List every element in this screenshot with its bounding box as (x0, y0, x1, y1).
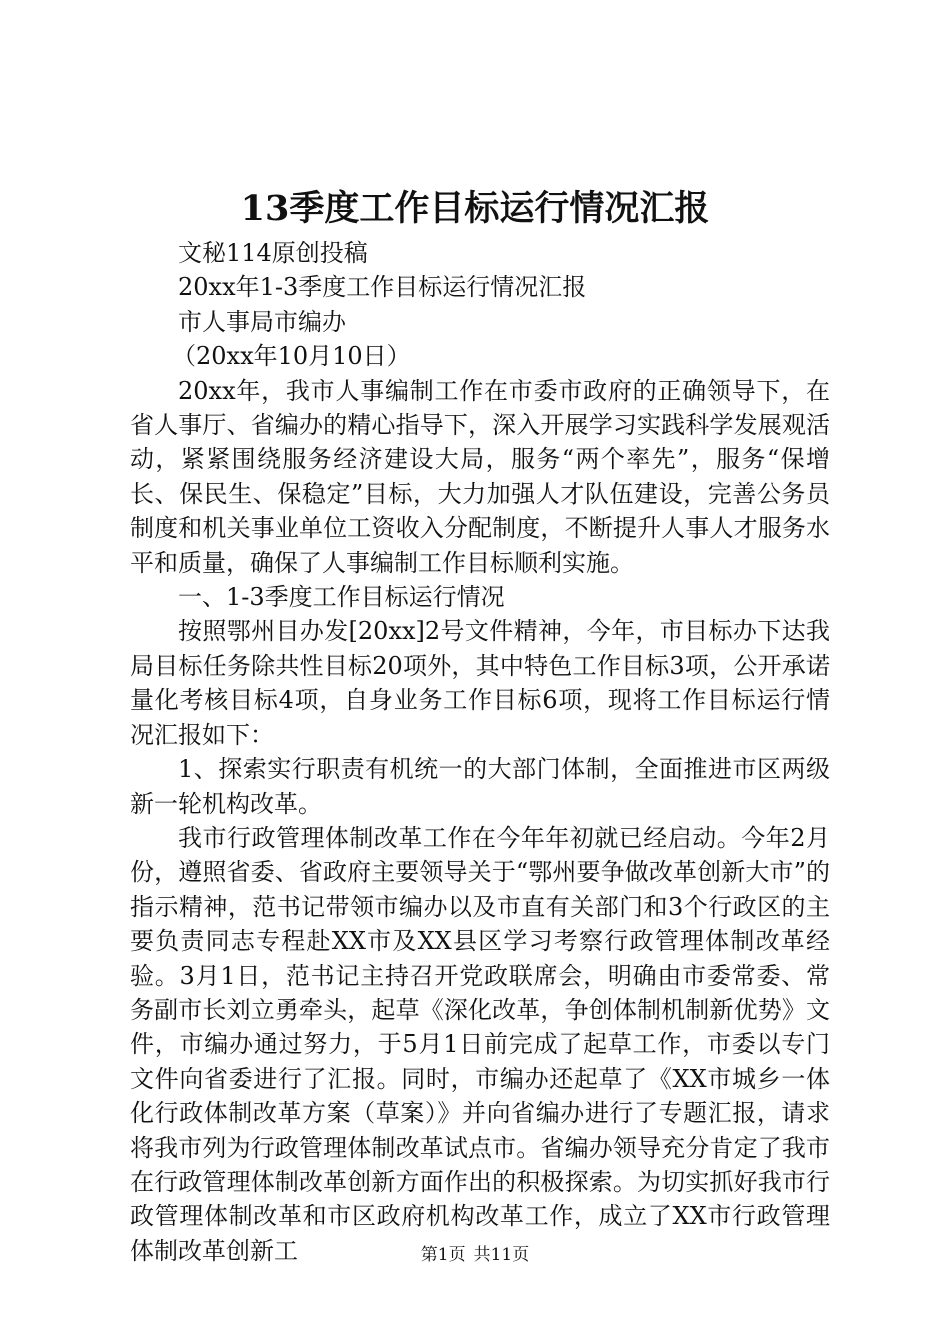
page-number: 第1页 (420, 1245, 466, 1265)
section-heading: 一、1-3季度工作目标运行情况 (178, 583, 505, 612)
document-body (130, 236, 830, 1268)
page-footer (0, 1244, 950, 1266)
body-paragraph: 1、探索实行职责有机统一的大部门体制，全面推进市区两级新一轮机构改革。 (130, 755, 830, 818)
date-line: （20xx年10月10日） (172, 342, 411, 371)
author-line: 市人事局市编办 (178, 307, 346, 336)
page-total: 共11页 (473, 1245, 530, 1265)
body-paragraph: 按照鄂州目办发[20xx]2号文件精神，今年，市目标办下达我局目标任务除共性目标20项外，其中特色工作目标3项，公开承诺量化考核目标4项，自身业务工作目标6项，现将工作目标运行情况汇报如下： (130, 617, 830, 749)
source-line: 文秘114原创投稿 (178, 239, 368, 267)
subtitle-line: 20xx年1-3季度工作目标运行情况汇报 (178, 273, 587, 302)
document-title: 13季度工作目标运行情况汇报 (240, 188, 710, 229)
body-paragraph: 我市行政管理体制改革工作在今年年初就已经启动。今年2月份，遵照省委、省政府主要领导关于“鄂州要争做改革创新大市”的指示精神，范书记带领市编办以及市直有关部门和3个行政区的主要负责同志专程赴XX市及XX县区学习考察行政管理体制改革经验。3月1日，范书记主持召开党政联席会，明确由市委常委、常务副市长刘立勇牵头，起草《深化改革，争创体制机制新优势》文件，市编办通过努力，于5月1日前完成了起草工作，市委以专门文件向省委进行了汇报。同时，市编办还起草了《XX市城乡一体化行政体制改革方案（草案）》并向省编办进行了专题汇报，请求将我市列为行政管理体制改革试点市。省编办领导充分肯定了我市在行政管理体制改革创新方面作出的积极探索。为切实抓好我市行政管理体制改革和市区政府机构改革工作，成立了XX市行政管理体制改革创新工 (130, 823, 830, 1265)
body-paragraph: 20xx年，我市人事编制工作在市委市政府的正确领导下，在省人事厅、省编办的精心指导下，深入开展学习实践科学发展观活动，紧紧围绕服务经济建设大局，服务“两个率先”，服务“保增长、保民生、保稳定”目标，大力加强人才队伍建设，完善公务员制度和机关事业单位工资收入分配制度，不断提升人事人才服务水平和质量，确保了人事编制工作目标顺利实施。 (130, 376, 830, 577)
